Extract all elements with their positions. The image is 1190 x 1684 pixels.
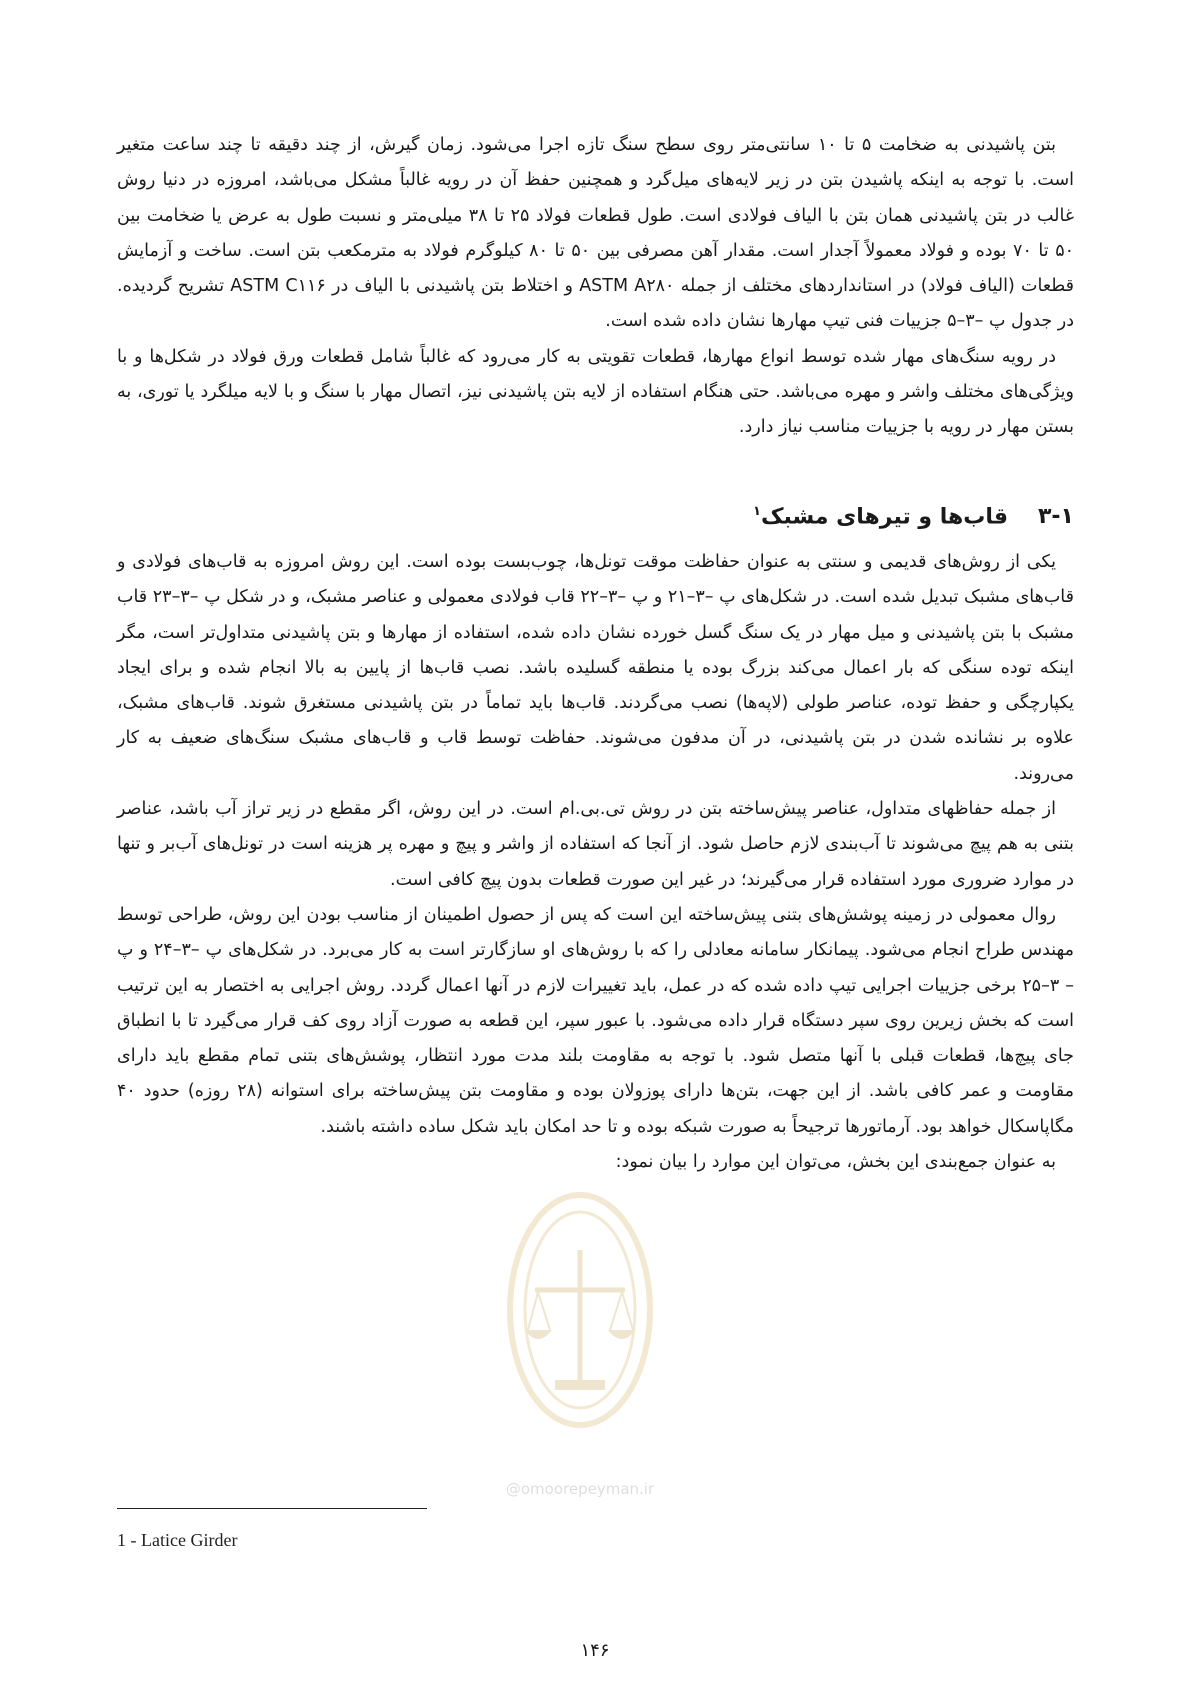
- paragraph-summary-intro: به عنوان جمع‌بندی این بخش، می‌توان این موارد را بیان نمود:: [615, 1152, 1056, 1173]
- section-number: ۳-۱: [1038, 504, 1074, 529]
- paragraph-shotcrete: بتن پاشیدنی به ضخامت ۵ تا ۱۰ سانتی‌متر روی سطح سنگ تازه اجرا می‌شود. زمان گیرش، از چند دقیقه تا چند ساعت متغیر است. با توجه به اینکه پاشیدن بتن در زیر لایه‌های میل‌گرد و همچنین حفظ آن در رویه غالباً مشکل می‌باشد، امروزه در دنیا روش غالب در بتن پاشیدنی همان بتن با الیاف فولادی است. طول قطعات فولاد ۲۵ تا ۳۸ میلی‌متر و نسبت طول به عرض یا ضخامت بین ۵۰ تا ۷۰ بوده و فولاد معمولاً آجدار است. مقدار آهن مصرفی بین ۵۰ تا ۸۰ کیلوگرم فولاد به مترمکعب بتن است. ساخت و آزمایش قطعات (الیاف فولاد) در استانداردهای مختلف از جمله ASTM A۲۸۰ و اختلاط بتن پاشیدنی با الیاف در ASTM C۱۱۶ تشریح گردیده. در جدول پ –۳–۵ جزییات فنی تیپ مهارها نشان داده شده است.: [117, 135, 1075, 332]
- watermark-logo: [480, 1180, 680, 1500]
- watermark-text: @omoorepeyman.ir: [505, 1480, 655, 1498]
- body-text: [117, 128, 1074, 1180]
- section-title: قاب‌ها و تیرهای مشبک: [760, 504, 1008, 529]
- section-heading: [117, 492, 1074, 537]
- paragraph-precast-tbm: از جمله حفاظهای متداول، عناصر پیش‌ساخته بتن در روش تی.بی.ام است. در این روش، اگر مقطع در زیر تراز آب باشد، عناصر بتنی به هم پیچ می‌شوند تا آب‌بندی لازم حاصل شود. از آنجا که استفاده از واشر و پیچ و مهره پر هزینه است در تونل‌های آب‌بر و تنها در موارد ضروری مورد استفاده قرار می‌گیرند؛ در غیر این صورت قطعات بدون پیچ کافی است.: [117, 799, 1074, 890]
- paragraph-lattice-frames: یکی از روش‌های قدیمی و سنتی به عنوان حفاظت موقت تونل‌ها، چوب‌بست بوده است. این روش امروزه به قاب‌های فولادی و قاب‌های مشبک تبدیل شده است. در شکل‌های پ –۳–۲۱ و پ –۳–۲۲ قاب فولادی معمولی و عناصر مشبک، و در شکل پ –۳–۲۳ قاب مشبک با بتن پاشیدنی و میل مهار در یک سنگ گسل خورده نشان داده شده، استفاده از مهارها و بتن پاشیدنی متداول‌تر است، مگر اینکه توده سنگی که بار اعمال می‌کند بزرگ بوده یا منطقه گسلیده باشد. نصب قاب‌ها از پایین به بالا انجام شده و برای ایجاد یکپارچگی و حفظ توده، عناصر طولی (لاپه‌ها) نصب می‌گردند. قاب‌ها باید تماماً در بتن پاشیدنی مستغرق شوند. قاب‌های مشبک، علاوه بر نشانده شدن در بتن پاشیدنی، در آن مدفون می‌شوند. حفاظت توسط قاب و قاب‌های مشبک سنگ‌های ضعیف به کار می‌روند.: [117, 552, 1074, 784]
- scales-of-justice-icon: [480, 1180, 680, 1470]
- page-number: ۱۴۶: [580, 1640, 610, 1661]
- paragraph-precast-lining: روال معمولی در زمینه پوشش‌های بتنی پیش‌ساخته این است که پس از حصول اطمینان از مناسب بودن این روش، طراحی توسط مهندس طراح انجام می‌شود. پیمانکار سامانه معادلی را که با روش‌های او سازگارتر است به کار می‌برد. در شکل‌های پ –۳–۲۴ و پ – ۳–۲۵ برخی جزییات اجرایی تیپ داده شده که در عمل، باید تغییرات لازم در آنها اعمال گردد. روش اجرایی به اختصار به این ترتیب است که بخش زیرین روی سپر دستگاه قرار داده می‌شود. با عبور سپر، این قطعه به صورت آزاد روی کف قرار می‌گیرد تا با انطباق جای پیچ‌ها، قطعات قبلی با آنها متصل شود. با توجه به مقاومت بلند مدت مورد انتظار، پوشش‌های بتنی تمام مقطع باید دارای مقاومت و عمر کافی باشد. از این جهت، بتن‌ها دارای پوزولان بوده و مقاومت بتن پیش‌ساخته برای استوانه (۲۸ روزه) حدود ۴۰ مگاپاسکال خواهد بود. آرماتورها ترجیحاً به صورت شبکه بوده و تا حد امکان باید شکل ساده داشته باشند.: [117, 904, 1074, 1137]
- paragraph-anchor-surface: در رویه سنگ‌های مهار شده توسط انواع مهارها، قطعات تقویتی به کار می‌رود که غالباً شامل قطعات ورق فولاد در شکل‌ها و با ویژگی‌های مختلف واشر و مهره می‌باشد. حتی هنگام استفاده از لایه بتن پاشیدنی نیز، اتصال مهار با سنگ و با لایه میلگرد یا توری، به بستن مهار در رویه با جزییات مناسب نیاز دارد.: [117, 346, 1074, 438]
- footnote-divider: [117, 1508, 427, 1509]
- footnote-reference: ۱: [753, 503, 761, 519]
- footnote: 1 - Latice Girder: [117, 1530, 238, 1550]
